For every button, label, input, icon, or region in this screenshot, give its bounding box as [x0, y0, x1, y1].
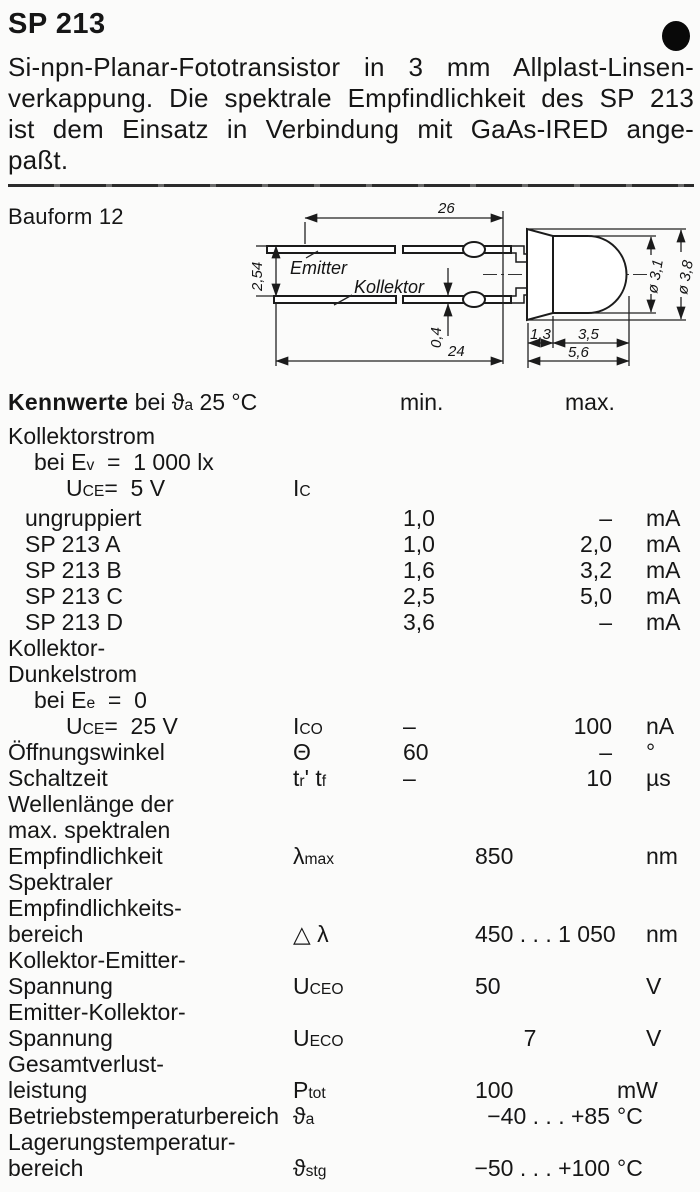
row-max-value: 5,0 [580, 583, 612, 609]
row-label: $U_{CE}= 25$ V [66, 713, 178, 739]
row-value: 450 . . . 1 050 [475, 921, 616, 947]
svg-text:1,3: 1,3 [530, 326, 551, 343]
row-label: bereich [8, 1155, 84, 1181]
row-label: Kollektor-Emitter- [8, 947, 186, 973]
row-label: SP 213 C [25, 583, 124, 609]
row-symbol: △ λ [293, 921, 329, 947]
svg-text:3,5: 3,5 [578, 326, 599, 343]
table-row [0, 1155, 700, 1181]
table-row [0, 713, 700, 739]
row-label: $U_{CE}= 5$ V [66, 475, 166, 501]
row-label: Spannung [8, 973, 113, 999]
table-title: Kennwerte bei $ϑ_a$ 25 °C [8, 389, 258, 415]
table-row [0, 1129, 700, 1155]
table-row [0, 661, 700, 687]
description-line: verkappung. Die spektrale Empfindlichkeit des SP 213 [8, 83, 694, 113]
kollektor-label: Kollektor [354, 277, 425, 297]
row-label: Gesamtverlust- [8, 1051, 164, 1077]
table-row [0, 505, 700, 531]
table-row [0, 1025, 700, 1051]
svg-text:5,6: 5,6 [568, 344, 589, 361]
table-row [0, 817, 700, 843]
row-unit: nA [646, 713, 675, 739]
horizontal-divider [8, 184, 694, 187]
row-label: Empfindlichkeit [8, 843, 163, 869]
row-max-value: 10 [586, 765, 612, 791]
row-label: Spannung [8, 1025, 113, 1051]
table-row [0, 449, 700, 475]
svg-text:0,4: 0,4 [428, 327, 445, 348]
max-column-header: max. [565, 389, 615, 415]
row-unit: ° [646, 739, 656, 765]
row-value: −40 . . . +85 [487, 1103, 610, 1129]
row-unit: mA [646, 505, 681, 531]
table-row [0, 531, 700, 557]
row-unit: V [646, 973, 662, 999]
row-value: 100 [475, 1077, 514, 1103]
row-symbol: $U_{ECO}$ [293, 1025, 344, 1051]
row-symbol: $P_{tot}$ [293, 1077, 326, 1103]
row-min-value: 1,0 [403, 505, 435, 531]
svg-text:2,54: 2,54 [249, 261, 266, 291]
description-line: paßt. [8, 145, 69, 175]
row-value: −50 . . . +100 [474, 1155, 610, 1181]
row-unit: mA [646, 557, 681, 583]
row-min-value: 2,5 [403, 583, 435, 609]
package-outline [527, 229, 627, 320]
table-header [0, 389, 700, 415]
table-row [0, 947, 700, 973]
row-symbol: $ϑ_a$ [293, 1103, 315, 1129]
row-label: ungruppiert [25, 505, 142, 531]
row-unit: nm [646, 921, 678, 947]
table-row [0, 973, 700, 999]
row-max-value: – [599, 609, 612, 635]
description-paragraph [8, 52, 694, 176]
row-max-value: 3,2 [580, 557, 612, 583]
table-row [0, 1077, 700, 1103]
dimension-bottom-length [276, 303, 503, 366]
row-label: SP 213 D [25, 609, 124, 635]
row-label: Kollektorstrom [8, 423, 155, 449]
row-unit: mA [646, 609, 681, 635]
table-row [0, 921, 700, 947]
table-row [0, 1103, 700, 1129]
table-row [0, 423, 700, 449]
row-min-value: 1,0 [403, 531, 435, 557]
row-label: bei $E_v = 1$ 000 lx [34, 449, 214, 475]
row-label: Betriebstemperaturbereich [8, 1103, 280, 1129]
row-label: Dunkelstrom [8, 661, 138, 687]
row-value: 850 [475, 843, 514, 869]
page-title: SP 213 [8, 8, 106, 40]
package-drawing [248, 196, 700, 386]
row-symbol: $I_{CO}$ [293, 713, 323, 739]
row-label: Empfindlichkeits- [8, 895, 182, 921]
row-label: Wellenlänge der [8, 791, 174, 817]
row-value: 7 [523, 1025, 537, 1051]
row-min-value: – [403, 765, 416, 791]
emitter-label: Emitter [290, 258, 348, 278]
row-symbol: $\lambda_{max}$ [293, 843, 335, 869]
row-max-value: – [599, 739, 612, 765]
row-unit: mW [617, 1077, 658, 1103]
row-unit: mA [646, 583, 681, 609]
row-unit: µs [646, 765, 671, 791]
table-row [0, 557, 700, 583]
table-row [0, 791, 700, 817]
row-min-value: 1,6 [403, 557, 435, 583]
row-min-value: 3,6 [403, 609, 435, 635]
parameter-table [0, 423, 700, 1181]
row-label: max. spektralen [8, 817, 171, 843]
row-label: Kollektor- [8, 635, 106, 661]
row-label: bei $E_e = 0$ [34, 687, 147, 713]
row-label: Öffnungswinkel [8, 739, 165, 765]
table-row [0, 843, 700, 869]
row-label: Spektraler [8, 869, 113, 895]
table-row [0, 869, 700, 895]
table-row [0, 609, 700, 635]
svg-text:26: 26 [438, 200, 455, 217]
svg-text:ø 3,1: ø 3,1 [644, 258, 667, 295]
row-min-value: – [403, 713, 416, 739]
svg-text:24: 24 [448, 343, 465, 360]
row-max-value: 2,0 [580, 531, 612, 557]
table-row [0, 687, 700, 713]
row-max-value: – [599, 505, 612, 531]
table-row [0, 475, 700, 501]
row-label: SP 213 A [25, 531, 121, 557]
table-row [0, 1051, 700, 1077]
row-symbol: $ϑ_{stg}$ [293, 1155, 327, 1181]
row-label: SP 213 B [25, 557, 122, 583]
svg-text:ø 3,8: ø 3,8 [674, 259, 697, 296]
table-row [0, 583, 700, 609]
row-unit: V [646, 1025, 662, 1051]
min-column-header: min. [400, 389, 444, 415]
row-label: bereich [8, 921, 84, 947]
row-min-value: 60 [403, 739, 429, 765]
row-max-value: 100 [573, 713, 612, 739]
corner-dot-marker [662, 21, 690, 51]
row-symbol: $I_C$ [293, 475, 311, 501]
description-line: Si-npn-Planar-Fototransistor in 3 mm Allplast-Linsen- [8, 52, 694, 82]
bauform-label: Bauform 12 [8, 204, 124, 229]
row-label: Emitter-Kollektor- [8, 999, 186, 1025]
row-symbol: Θ [293, 739, 311, 765]
table-row [0, 739, 700, 765]
table-row [0, 635, 700, 661]
table-row [0, 895, 700, 921]
row-symbol: $t_r'$ $t_f$ [293, 765, 327, 791]
dimension-lead-thickness [428, 268, 448, 348]
row-symbol: $U_{CEO}$ [293, 973, 344, 999]
row-label: Schaltzeit [8, 765, 108, 791]
row-value: 50 [475, 973, 501, 999]
row-unit: nm [646, 843, 678, 869]
row-unit: °C [617, 1155, 643, 1181]
table-row [0, 999, 700, 1025]
row-unit: °C [617, 1103, 643, 1129]
row-label: Lagerungstemperatur- [8, 1129, 236, 1155]
row-label: leistung [8, 1077, 88, 1103]
row-unit: mA [646, 531, 681, 557]
table-row [0, 765, 700, 791]
description-line: ist dem Einsatz in Verbindung mit GaAs-IRED ange- [8, 114, 694, 144]
